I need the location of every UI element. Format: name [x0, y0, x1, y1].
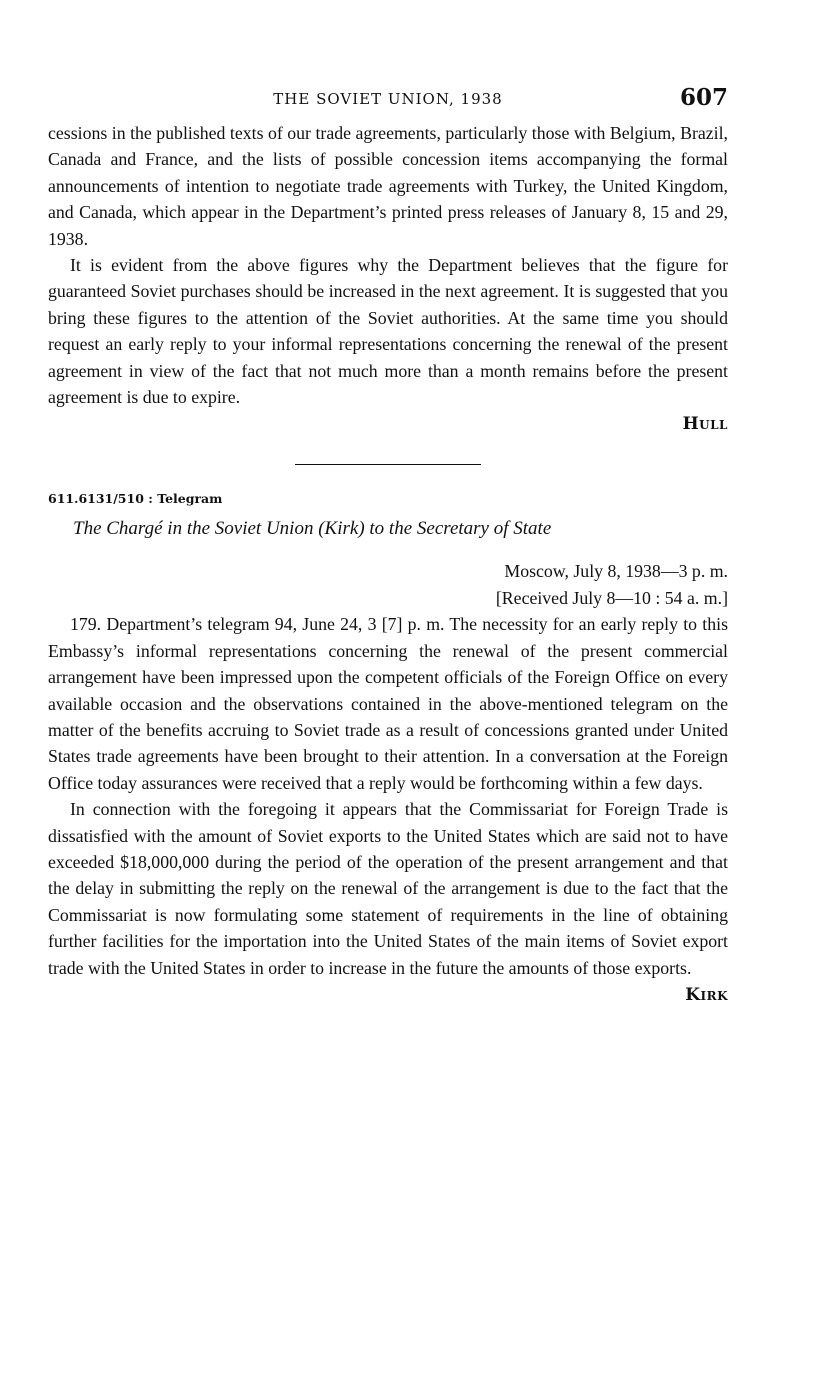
continued-paragraph: cessions in the published texts of our trade agreements, particularly those with Belgium, Brazil, Canada and France, and the lists of possible concession items accompanying the formal announcements of intention to negotiate trade agreements with Turkey, the United Kingdom, and Canada, which appear in the Department’s printed press releases of January 8, 15 and 29, 1938. [48, 123, 728, 249]
telegram-paragraph: 179. Department’s telegram 94, June 24, 3 [7] p. m. The necessity for an early reply to this Embassy’s informal representations concerning the renewal of the present commercial arrangement have been impressed upon the competent officials of the Foreign Office on every available occasion and the observations contained in the above-mentioned telegram on the matter of the benefits accruing to Soviet trade as a result of concessions granted under United States trade agreements have been brought to their attention. In a conversation at the Foreign Office today assurances were received that a reply would be forthcoming within a few days. [48, 614, 728, 793]
running-title: THE SOVIET UNION, 1938 [273, 90, 503, 108]
received-line: [Received July 8—10 : 54 a. m.] [495, 587, 728, 608]
signature-kirk: Kirk [685, 984, 728, 1005]
body-paragraph: It is evident from the above figures why the Department believes that the figure for guaranteed Soviet purchases should be increased in the next agreement. It is suggested that you bring these figures to the attention of the Soviet authorities. At the same time you should request an early reply to your informal representations concerning the renewal of the present agreement in view of the fact that not much more than a month remains before the present agreement is due to expire. [48, 255, 728, 408]
dateline: Moscow, July 8, 1938—3 p. m. [504, 561, 728, 582]
document-page [48, 84, 728, 1005]
document-heading: The Chargé in the Soviet Union (Kirk) to the Secretary of State [73, 518, 552, 540]
telegram-paragraph: In connection with the foregoing it appears that the Commissariat for Foreign Trade is dissatisfied with the amount of Soviet exports to the United States which are said not to have exceeded $18,000,000 during the period of the operation of the present arrangement and that the delay in submitting the reply on the renewal of the arrangement is due to the fact that the Commissariat is now formulating some statement of requirements in the line of obtaining further facilities for the importation into the United States of the main items of Soviet export trade with the United States in order to increase in the future the amounts of those exports. [48, 799, 728, 978]
page-number: 607 [679, 84, 728, 111]
section-divider [295, 464, 481, 465]
running-head [48, 84, 728, 120]
signature-hull: Hull [682, 414, 728, 435]
file-reference: 611.6131/510 : Telegram [48, 491, 223, 507]
